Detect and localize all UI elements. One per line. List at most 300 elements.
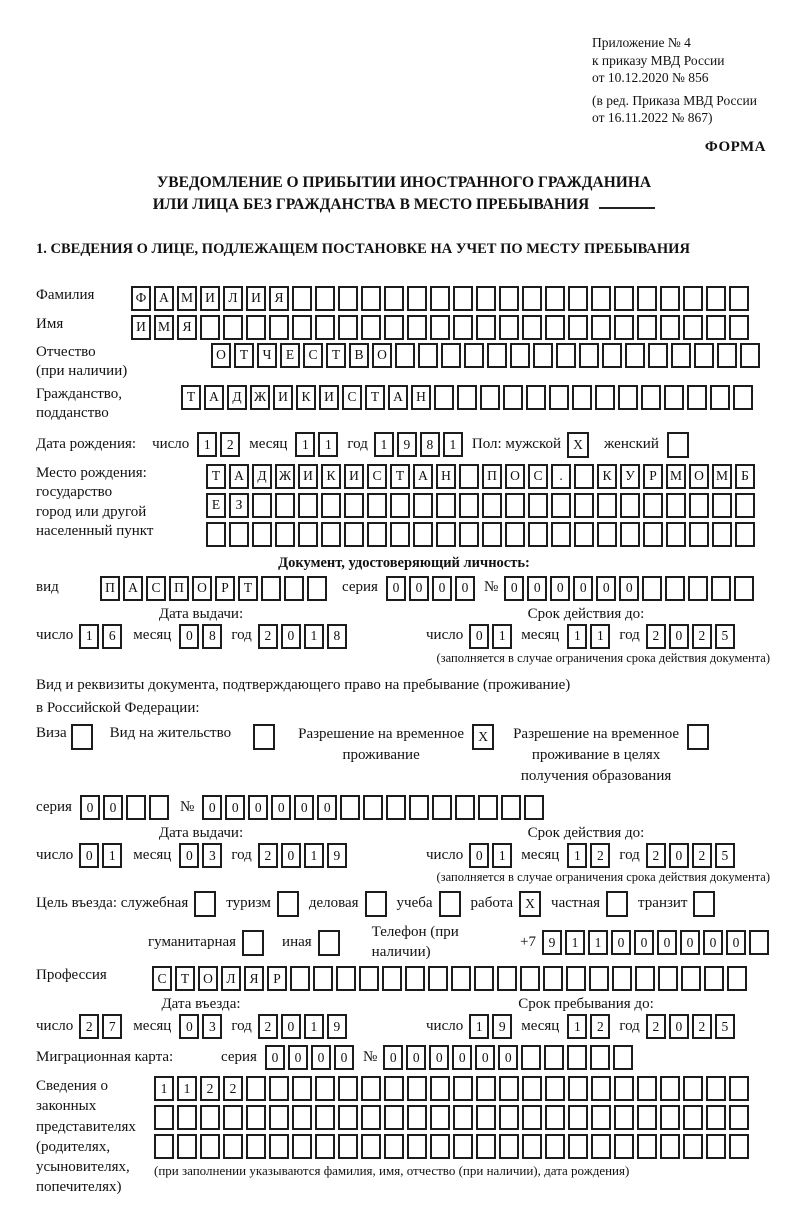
representatives-line1[interactable] [154, 1076, 752, 1101]
char-box[interactable] [522, 1076, 542, 1101]
char-box[interactable] [704, 966, 724, 991]
char-box[interactable] [223, 1105, 243, 1130]
char-box[interactable]: 0 [596, 576, 616, 601]
char-box[interactable] [740, 343, 760, 368]
permit-issue-year[interactable] [258, 843, 350, 868]
birthplace-line1[interactable] [206, 464, 758, 489]
char-box[interactable] [717, 343, 737, 368]
purpose-study-checkbox[interactable] [439, 891, 464, 917]
char-box[interactable]: 5 [715, 624, 735, 649]
char-box[interactable] [706, 286, 726, 311]
char-box[interactable] [338, 1105, 358, 1130]
char-box[interactable] [269, 1105, 289, 1130]
char-box[interactable] [459, 464, 479, 489]
char-box[interactable]: 1 [304, 843, 324, 868]
char-box[interactable]: А [154, 286, 174, 311]
char-box[interactable] [413, 522, 433, 547]
char-box[interactable]: 2 [200, 1076, 220, 1101]
char-box[interactable] [261, 576, 281, 601]
char-box[interactable]: М [712, 464, 732, 489]
residence-permit-checkbox[interactable] [253, 724, 278, 750]
purpose-tourism-checkbox[interactable] [277, 891, 302, 917]
char-box[interactable] [683, 286, 703, 311]
char-box[interactable]: 8 [327, 624, 347, 649]
char-box[interactable] [476, 1134, 496, 1159]
char-box[interactable] [521, 1045, 541, 1070]
purpose-private-checkbox[interactable] [606, 891, 631, 917]
stay-day[interactable] [469, 1014, 515, 1039]
char-box[interactable] [499, 315, 519, 340]
char-box[interactable] [729, 1105, 749, 1130]
char-box[interactable] [407, 315, 427, 340]
char-box[interactable] [683, 1105, 703, 1130]
char-box[interactable] [613, 1045, 633, 1070]
char-box[interactable] [457, 385, 477, 410]
char-box[interactable]: 1 [588, 930, 608, 955]
char-box[interactable] [568, 1105, 588, 1130]
char-box[interactable] [200, 1134, 220, 1159]
char-box[interactable] [384, 286, 404, 311]
char-box[interactable] [292, 1105, 312, 1130]
char-box[interactable] [683, 1076, 703, 1101]
char-box[interactable] [439, 891, 461, 917]
char-box[interactable] [710, 385, 730, 410]
char-box[interactable]: 0 [281, 1014, 301, 1039]
char-box[interactable]: 1 [374, 432, 394, 457]
char-box[interactable] [206, 522, 226, 547]
char-box[interactable] [712, 522, 732, 547]
char-box[interactable] [666, 522, 686, 547]
char-box[interactable] [246, 1076, 266, 1101]
char-box[interactable] [666, 493, 686, 518]
char-box[interactable]: 0 [386, 576, 406, 601]
char-box[interactable] [499, 1134, 519, 1159]
char-box[interactable] [545, 1076, 565, 1101]
char-box[interactable]: 1 [567, 843, 587, 868]
char-box[interactable]: Р [643, 464, 663, 489]
char-box[interactable] [591, 1134, 611, 1159]
char-box[interactable]: 0 [429, 1045, 449, 1070]
char-box[interactable] [749, 930, 769, 955]
char-box[interactable]: 0 [409, 576, 429, 601]
char-box[interactable]: Я [177, 315, 197, 340]
char-box[interactable] [242, 930, 264, 956]
temp-permit-checkbox[interactable] [472, 724, 497, 750]
char-box[interactable]: 0 [703, 930, 723, 955]
char-box[interactable] [338, 286, 358, 311]
char-box[interactable] [453, 1105, 473, 1130]
char-box[interactable] [384, 1076, 404, 1101]
doc-valid-year[interactable] [646, 624, 738, 649]
char-box[interactable] [344, 493, 364, 518]
char-box[interactable]: 0 [281, 624, 301, 649]
char-box[interactable] [126, 795, 146, 820]
char-box[interactable] [292, 315, 312, 340]
char-box[interactable]: 0 [726, 930, 746, 955]
char-box[interactable] [689, 522, 709, 547]
char-box[interactable] [551, 522, 571, 547]
char-box[interactable] [292, 1076, 312, 1101]
char-box[interactable] [641, 385, 661, 410]
char-box[interactable] [365, 891, 387, 917]
char-box[interactable]: 1 [565, 930, 585, 955]
char-box[interactable]: 0 [294, 795, 314, 820]
char-box[interactable]: 0 [288, 1045, 308, 1070]
purpose-humanitarian-checkbox[interactable] [242, 930, 267, 956]
char-box[interactable] [689, 493, 709, 518]
char-box[interactable] [667, 432, 689, 458]
char-box[interactable]: 0 [469, 624, 489, 649]
sex-male-checkbox[interactable] [567, 432, 592, 458]
char-box[interactable]: Е [206, 493, 226, 518]
char-box[interactable]: А [204, 385, 224, 410]
char-box[interactable] [683, 1134, 703, 1159]
char-box[interactable] [390, 522, 410, 547]
char-box[interactable] [637, 1105, 657, 1130]
char-box[interactable]: 0 [432, 576, 452, 601]
char-box[interactable] [223, 1134, 243, 1159]
char-box[interactable] [499, 1076, 519, 1101]
char-box[interactable]: 0 [225, 795, 245, 820]
char-box[interactable]: Т [181, 385, 201, 410]
char-box[interactable]: 1 [102, 843, 122, 868]
char-box[interactable] [614, 286, 634, 311]
char-box[interactable] [671, 343, 691, 368]
char-box[interactable] [706, 1105, 726, 1130]
purpose-work-checkbox[interactable] [519, 891, 544, 917]
char-box[interactable] [729, 286, 749, 311]
char-box[interactable]: 0 [179, 1014, 199, 1039]
char-box[interactable]: 2 [258, 1014, 278, 1039]
char-box[interactable] [200, 315, 220, 340]
char-box[interactable] [292, 1134, 312, 1159]
char-box[interactable] [591, 1076, 611, 1101]
char-box[interactable] [566, 966, 586, 991]
char-box[interactable] [591, 1105, 611, 1130]
char-box[interactable] [522, 1105, 542, 1130]
char-box[interactable] [524, 795, 544, 820]
char-box[interactable]: Ф [131, 286, 151, 311]
char-box[interactable]: О [211, 343, 231, 368]
char-box[interactable]: 2 [692, 843, 712, 868]
char-box[interactable] [520, 966, 540, 991]
char-box[interactable] [503, 385, 523, 410]
char-box[interactable]: 2 [220, 432, 240, 457]
char-box[interactable] [315, 315, 335, 340]
char-box[interactable] [315, 1134, 335, 1159]
char-box[interactable]: 1 [492, 843, 512, 868]
permit-issue-day[interactable] [79, 843, 125, 868]
char-box[interactable] [694, 343, 714, 368]
char-box[interactable]: 0 [265, 1045, 285, 1070]
char-box[interactable] [441, 343, 461, 368]
char-box[interactable]: 0 [550, 576, 570, 601]
char-box[interactable] [660, 1105, 680, 1130]
char-box[interactable] [194, 891, 216, 917]
permit-number-field[interactable] [202, 795, 547, 820]
char-box[interactable] [290, 966, 310, 991]
char-box[interactable] [361, 286, 381, 311]
doc-issue-day[interactable] [79, 624, 125, 649]
char-box[interactable] [693, 891, 715, 917]
char-box[interactable] [453, 286, 473, 311]
permit-valid-day[interactable] [469, 843, 515, 868]
birthplace-line3[interactable] [206, 522, 758, 547]
char-box[interactable] [436, 522, 456, 547]
char-box[interactable] [482, 522, 502, 547]
char-box[interactable] [315, 1076, 335, 1101]
char-box[interactable] [315, 1105, 335, 1130]
char-box[interactable] [637, 1134, 657, 1159]
doc-valid-day[interactable] [469, 624, 515, 649]
char-box[interactable]: 0 [281, 843, 301, 868]
char-box[interactable]: Д [227, 385, 247, 410]
char-box[interactable] [706, 315, 726, 340]
char-box[interactable] [648, 343, 668, 368]
char-box[interactable] [315, 286, 335, 311]
char-box[interactable]: 0 [469, 843, 489, 868]
char-box[interactable]: К [597, 464, 617, 489]
char-box[interactable] [71, 724, 93, 750]
mig-series-field[interactable] [265, 1045, 357, 1070]
char-box[interactable]: И [298, 464, 318, 489]
char-box[interactable] [637, 315, 657, 340]
char-box[interactable]: 0 [334, 1045, 354, 1070]
char-box[interactable] [579, 343, 599, 368]
char-box[interactable] [284, 576, 304, 601]
char-box[interactable] [568, 315, 588, 340]
char-box[interactable]: 1 [567, 624, 587, 649]
char-box[interactable] [497, 966, 517, 991]
char-box[interactable]: З [229, 493, 249, 518]
char-box[interactable] [298, 522, 318, 547]
char-box[interactable] [307, 576, 327, 601]
char-box[interactable] [409, 795, 429, 820]
char-box[interactable] [665, 576, 685, 601]
char-box[interactable]: 0 [475, 1045, 495, 1070]
char-box[interactable]: И [246, 286, 266, 311]
char-box[interactable] [407, 286, 427, 311]
char-box[interactable]: 0 [619, 576, 639, 601]
char-box[interactable]: Т [238, 576, 258, 601]
char-box[interactable] [614, 1076, 634, 1101]
char-box[interactable] [688, 576, 708, 601]
char-box[interactable] [451, 966, 471, 991]
char-box[interactable]: X [519, 891, 541, 917]
char-box[interactable] [499, 286, 519, 311]
char-box[interactable]: 0 [311, 1045, 331, 1070]
char-box[interactable]: 0 [271, 795, 291, 820]
char-box[interactable] [154, 1134, 174, 1159]
char-box[interactable] [478, 795, 498, 820]
char-box[interactable] [528, 493, 548, 518]
char-box[interactable] [292, 286, 312, 311]
char-box[interactable] [405, 966, 425, 991]
char-box[interactable] [436, 493, 456, 518]
char-box[interactable] [321, 493, 341, 518]
char-box[interactable]: 9 [397, 432, 417, 457]
char-box[interactable] [269, 1076, 289, 1101]
char-box[interactable]: А [388, 385, 408, 410]
char-box[interactable]: . [551, 464, 571, 489]
char-box[interactable] [395, 343, 415, 368]
char-box[interactable] [430, 315, 450, 340]
char-box[interactable] [545, 1134, 565, 1159]
char-box[interactable]: А [229, 464, 249, 489]
permit-series-field[interactable] [80, 795, 172, 820]
char-box[interactable]: 0 [669, 624, 689, 649]
char-box[interactable]: 0 [455, 576, 475, 601]
char-box[interactable]: 2 [590, 843, 610, 868]
char-box[interactable]: М [666, 464, 686, 489]
char-box[interactable]: 2 [646, 1014, 666, 1039]
char-box[interactable] [591, 315, 611, 340]
char-box[interactable]: 0 [452, 1045, 472, 1070]
char-box[interactable] [338, 1076, 358, 1101]
char-box[interactable] [269, 315, 289, 340]
char-box[interactable] [480, 385, 500, 410]
char-box[interactable] [545, 1105, 565, 1130]
permit-valid-month[interactable] [567, 843, 613, 868]
char-box[interactable] [499, 1105, 519, 1130]
char-box[interactable] [200, 1105, 220, 1130]
char-box[interactable]: Ч [257, 343, 277, 368]
char-box[interactable] [687, 724, 709, 750]
char-box[interactable]: И [200, 286, 220, 311]
char-box[interactable]: Т [175, 966, 195, 991]
char-box[interactable]: С [303, 343, 323, 368]
char-box[interactable] [660, 1134, 680, 1159]
char-box[interactable]: 1 [197, 432, 217, 457]
char-box[interactable] [734, 576, 754, 601]
char-box[interactable] [253, 724, 275, 750]
char-box[interactable] [729, 1134, 749, 1159]
char-box[interactable] [664, 385, 684, 410]
char-box[interactable] [455, 795, 475, 820]
char-box[interactable]: 1 [304, 1014, 324, 1039]
char-box[interactable]: 1 [443, 432, 463, 457]
char-box[interactable] [727, 966, 747, 991]
char-box[interactable]: 0 [202, 795, 222, 820]
char-box[interactable]: В [349, 343, 369, 368]
entry-year[interactable] [258, 1014, 350, 1039]
char-box[interactable]: Т [206, 464, 226, 489]
citizenship-field[interactable] [181, 385, 756, 410]
char-box[interactable]: 1 [304, 624, 324, 649]
char-box[interactable] [545, 315, 565, 340]
char-box[interactable] [453, 1076, 473, 1101]
char-box[interactable]: 2 [258, 843, 278, 868]
entry-day[interactable] [79, 1014, 125, 1039]
doc-number-field[interactable] [504, 576, 757, 601]
profession-field[interactable] [152, 966, 750, 991]
birthplace-line2[interactable] [206, 493, 758, 518]
char-box[interactable] [597, 522, 617, 547]
char-box[interactable] [476, 315, 496, 340]
char-box[interactable]: 2 [79, 1014, 99, 1039]
char-box[interactable]: О [192, 576, 212, 601]
char-box[interactable]: П [100, 576, 120, 601]
char-box[interactable] [729, 315, 749, 340]
char-box[interactable] [658, 966, 678, 991]
char-box[interactable] [384, 1134, 404, 1159]
char-box[interactable]: П [169, 576, 189, 601]
char-box[interactable] [476, 1076, 496, 1101]
char-box[interactable]: 0 [179, 843, 199, 868]
char-box[interactable] [574, 522, 594, 547]
char-box[interactable] [660, 315, 680, 340]
char-box[interactable] [367, 522, 387, 547]
char-box[interactable] [620, 493, 640, 518]
char-box[interactable]: 3 [202, 843, 222, 868]
char-box[interactable] [321, 522, 341, 547]
char-box[interactable] [344, 522, 364, 547]
char-box[interactable]: 0 [527, 576, 547, 601]
char-box[interactable]: 3 [202, 1014, 222, 1039]
purpose-other-checkbox[interactable] [318, 930, 343, 956]
phone-field[interactable] [542, 930, 772, 955]
permit-issue-month[interactable] [179, 843, 225, 868]
char-box[interactable] [522, 315, 542, 340]
char-box[interactable] [384, 315, 404, 340]
char-box[interactable]: Т [365, 385, 385, 410]
char-box[interactable]: 0 [79, 843, 99, 868]
char-box[interactable] [453, 1134, 473, 1159]
char-box[interactable]: А [413, 464, 433, 489]
char-box[interactable] [453, 315, 473, 340]
char-box[interactable] [430, 1105, 450, 1130]
char-box[interactable] [706, 1134, 726, 1159]
char-box[interactable] [660, 286, 680, 311]
char-box[interactable]: 6 [102, 624, 122, 649]
char-box[interactable] [591, 286, 611, 311]
char-box[interactable] [154, 1105, 174, 1130]
char-box[interactable]: 1 [154, 1076, 174, 1101]
char-box[interactable]: 1 [567, 1014, 587, 1039]
char-box[interactable]: У [620, 464, 640, 489]
char-box[interactable] [487, 343, 507, 368]
char-box[interactable]: И [273, 385, 293, 410]
char-box[interactable] [533, 343, 553, 368]
doc-issue-month[interactable] [179, 624, 225, 649]
char-box[interactable] [543, 966, 563, 991]
char-box[interactable] [595, 385, 615, 410]
char-box[interactable] [418, 343, 438, 368]
char-box[interactable] [568, 1076, 588, 1101]
char-box[interactable] [361, 315, 381, 340]
char-box[interactable]: Р [215, 576, 235, 601]
char-box[interactable] [556, 343, 576, 368]
char-box[interactable]: И [319, 385, 339, 410]
char-box[interactable]: 1 [590, 624, 610, 649]
char-box[interactable]: 0 [669, 1014, 689, 1039]
char-box[interactable]: И [344, 464, 364, 489]
char-box[interactable]: К [321, 464, 341, 489]
char-box[interactable] [712, 493, 732, 518]
char-box[interactable] [361, 1076, 381, 1101]
char-box[interactable] [386, 795, 406, 820]
char-box[interactable]: О [198, 966, 218, 991]
char-box[interactable]: 0 [80, 795, 100, 820]
char-box[interactable] [177, 1134, 197, 1159]
char-box[interactable]: С [367, 464, 387, 489]
char-box[interactable]: К [296, 385, 316, 410]
char-box[interactable]: 8 [202, 624, 222, 649]
char-box[interactable]: 2 [692, 1014, 712, 1039]
char-box[interactable] [574, 464, 594, 489]
char-box[interactable] [505, 493, 525, 518]
char-box[interactable]: 1 [469, 1014, 489, 1039]
